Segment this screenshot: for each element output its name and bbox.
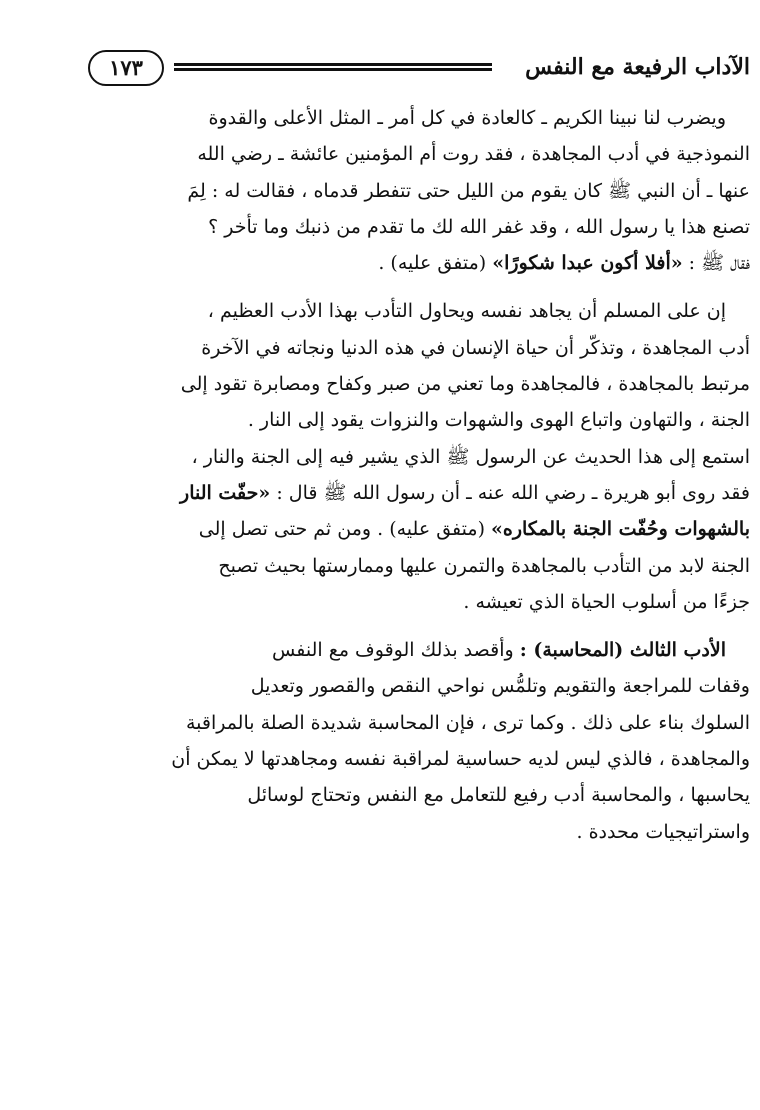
section-heading: الأدب الثالث (المحاسبة) :: [519, 639, 726, 662]
hadith-quote: «حفّت النار: [180, 481, 271, 504]
text-line: استمع إلى هذا الحديث عن الرسول ﷺ الذي يشير فيه إلى الجنة والنار ،: [191, 445, 750, 468]
text-line: [90, 245, 750, 281]
text-line: وقفات للمراجعة والتقويم وتلمُّس نواحي النقص والقصور وتعديل: [250, 675, 750, 698]
text-line: والمجاهدة ، فالذي ليس لديه حساسية لمراقبة نفسه ومجاهدتها لا يمكن أن: [171, 748, 750, 771]
text-run: وأقصد بذلك الوقوف مع النفس: [272, 639, 520, 662]
text-line: ويضرب لنا نبينا الكريم ـ كالعادة في كل أمر ـ المثل الأعلى والقدوة: [208, 107, 726, 129]
text-line: الجنة لابد من التأدب بالمجاهدة والتمرن عليها وممارستها بحيث تصبح: [218, 554, 750, 577]
text-line: [90, 511, 750, 547]
text-line: إن على المسلم أن يجاهد نفسه ويحاول التأدب بهذا الأدب العظيم ،: [207, 300, 726, 323]
paragraph-gap: [90, 620, 750, 632]
hadith-quote: «أفلا أكون عبدا شكورًا»: [492, 252, 683, 275]
paragraph-gap: [90, 281, 750, 293]
text-line: عنها ـ أن النبي ﷺ كان يقوم من الليل حتى تتفطر قدماه ، فقالت له : لِمَ: [187, 179, 750, 202]
running-title: الآداب الرفيعة مع النفس: [525, 54, 750, 80]
text-line: [90, 475, 750, 511]
text-run: فقد روى أبو هريرة ـ رضي الله عنه ـ أن رسول الله ﷺ قال :: [270, 481, 750, 504]
text-line: السلوك بناء على ذلك . وكما ترى ، فإن المحاسبة شديدة الصلة بالمراقبة: [185, 711, 750, 734]
page-body: [90, 100, 750, 850]
text-line: يحاسبها ، والمحاسبة أدب رفيع للتعامل مع النفس وتحتاج لوسائل: [247, 784, 750, 807]
text-run: (متفق عليه) .: [378, 252, 493, 275]
text-line: تصنع هذا يا رسول الله ، وقد غفر الله لك ما تقدم من ذنبك وما تأخر ؟: [208, 215, 750, 238]
text-line: جزءًا من أسلوب الحياة الذي تعيشه .: [463, 590, 750, 613]
hadith-quote: بالشهوات وحُفّت الجنة بالمكاره»: [491, 518, 750, 541]
header-rule: [174, 63, 492, 77]
page-number: ١٧٣: [88, 50, 164, 86]
text-line: [90, 632, 750, 668]
running-header: [88, 46, 750, 98]
text-line: الجنة ، والتهاون واتباع الهوى والشهوات والنزوات يقود إلى النار .: [247, 409, 750, 432]
text-line: النموذجية في أدب المجاهدة ، فقد روت أم المؤمنين عائشة ـ رضي الله: [197, 143, 750, 166]
text-line: مرتبط بالمجاهدة ، فالمجاهدة وما تعني من صبر وكفاح ومصابرة تقود إلى: [180, 373, 750, 396]
text-run: فقال ﷺ :: [682, 252, 750, 275]
text-line: واستراتيجيات محددة .: [576, 820, 750, 843]
text-line: أدب المجاهدة ، وتذكّر أن حياة الإنسان في هذه الدنيا ونجاته في الآخرة: [201, 336, 750, 359]
text-run: (متفق عليه) . ومن ثم حتى تصل إلى: [198, 518, 492, 541]
